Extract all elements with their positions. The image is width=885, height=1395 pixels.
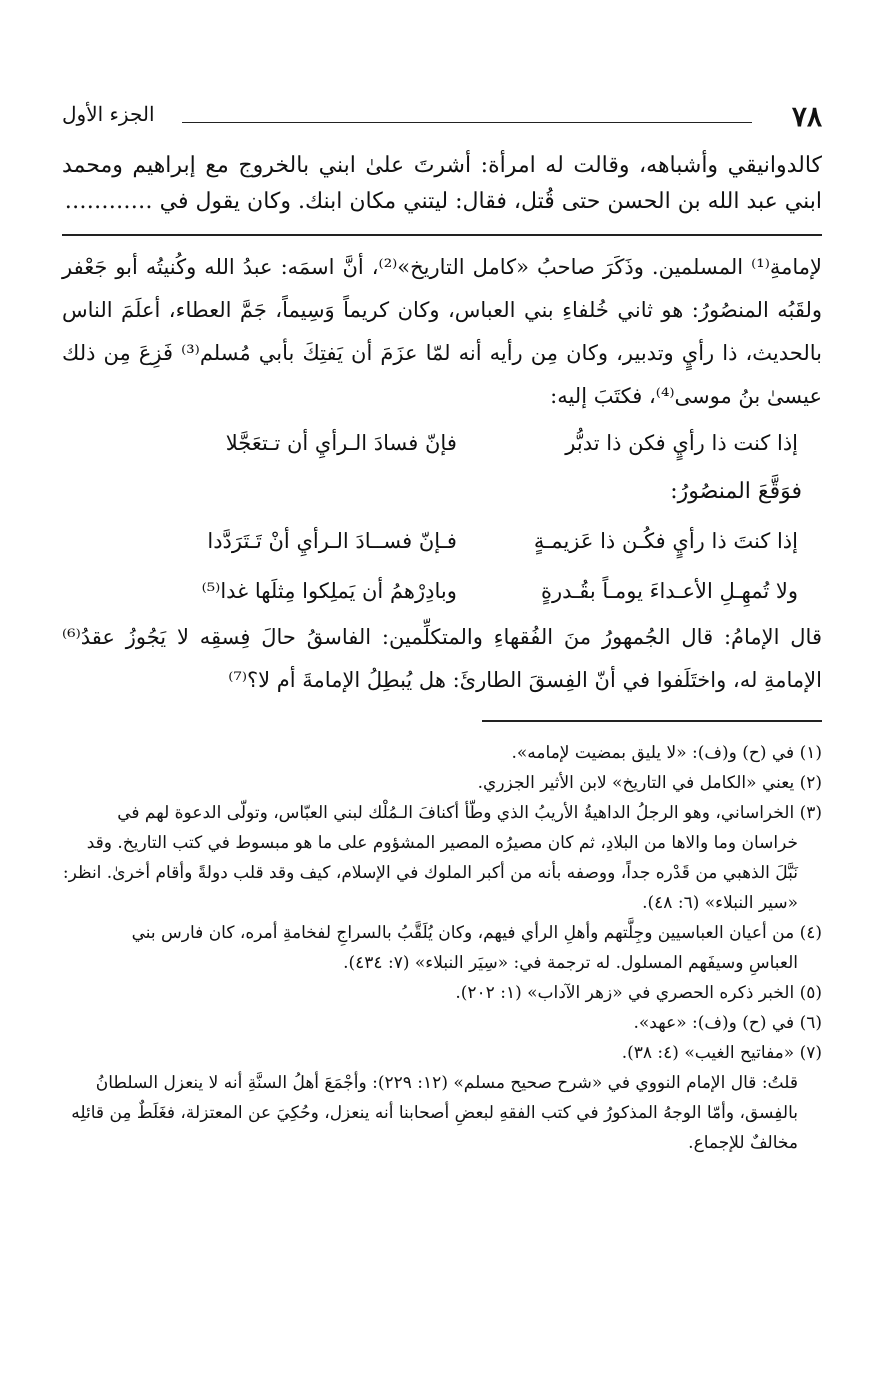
verse-2-second-hemistich: فـإنّ فســادَ الـرأيِ أنْ تَـتَرَدَّدا bbox=[207, 529, 457, 553]
reply-label: فوَقَّعَ المنصُورُ: bbox=[670, 479, 802, 504]
main-paragraph: كالدوانيقي وأشباهه، وقالت له امرأة: أشرتَ علىٰ ابني بالخروج مع إبراهيم ومحمد ابني عبد الله بن الحسن حتى قُتل، فقال: ليتني مكان ابنك. وكان يقول في ………… bbox=[62, 153, 822, 214]
footnote-3-continuation: خراسان وما والاها من البلادِ، ثم كان مصيرُه المصير المشؤوم على ما هو مبسوط في كتب التاريخ. وقد نَبَّلَ الذهبي من قَدْره جداً، ووصفه بأنه من أكبر الملوك في الإسلام، كيف وقد قلب دولةً وأقام أخرىٰ. انظر: «سير النبلاء» (٦: ٤٨). bbox=[62, 833, 798, 913]
footnote-5: (٥) الخبر ذكره الحصري في «زهر الآداب» (١: ٢٠٢). bbox=[455, 983, 822, 1003]
footnote-3: (٣) الخراساني، وهو الرجلُ الداهيةُ الأريبُ الذي وطّأ أكنافَ الـمُلْك لبني العبّاس، وتولّى الدعوة لهم في bbox=[117, 803, 822, 823]
header-rule bbox=[182, 122, 752, 123]
footnote-1: (١) في (ح) و(ف): «لا يليق بمضيت لإمامه». bbox=[511, 743, 822, 763]
verse-3-second-hemistich: وبادِرْهمُ أن يَملِكوا مِثلَها غدا⁽⁵⁾ bbox=[201, 579, 457, 603]
footnote-rule bbox=[482, 720, 822, 722]
editor-remark: قلتُ: قال الإمام النووي في «شرح صحيح مسلم» (١٢: ٢٢٩): وأجْمَعَ أهلُ السنَّةِ أنه لا ينعزل السلطانُ بالفِسق، وأمّا الوجهُ المذكورُ في كتب الفقهِ لبعضِ أصحابنا أنه ينعزل، وحُكِيَ عن المعتزلة، فغَلَطٌ مِن قائلِه مخالفٌ للإجماع. bbox=[71, 1073, 798, 1153]
verse-1-second-hemistich: فإنّ فسادَ الـرأيِ أن تـتعَجَّلا bbox=[225, 431, 457, 455]
commentary-divider bbox=[62, 234, 822, 236]
verse-2-first-hemistich: إذا كنتَ ذا رأيٍ فكُـن ذا عَزيمـةٍ bbox=[533, 529, 798, 553]
footnote-4: (٤) من أعيان العباسيين وجِلَّتهم وأهلِ الرأي فيهم، وكان يُلَقَّبُ بالسراجِ لفخامةِ أمره، كان فارس بني bbox=[131, 923, 822, 943]
verse-2 bbox=[62, 516, 822, 566]
verse-1-first-hemistich: إذا كنت ذا رأيٍ فكن ذا تدبُّر bbox=[565, 431, 798, 455]
commentary-intro: لإمامةِ⁽¹⁾ المسلمين. وذَكَرَ صاحبُ «كامل التاريخ»⁽²⁾، أنَّ اسمَه: عبدُ الله وكُنيتُه أبو جَعْفر ولقَبُه المنصُورُ: هو ثاني خُلفاءِ بني العباس، وكان كريماً وَسِيماً، جَمَّ العطاء، أعلَمَ الناس بالحديث، ذا رأيٍ وتدبير، وكان مِن رأيه أنه لمّا عزَمَ أن يَفتِكَ بأبي مُسلم⁽³⁾ فَزِعَ مِن ذلك عيسىٰ بنُ موسى⁽⁴⁾، فكتَبَ إليه: bbox=[62, 255, 822, 408]
poem bbox=[62, 418, 822, 616]
commentary bbox=[62, 246, 822, 702]
page-header bbox=[62, 100, 822, 142]
verse-1 bbox=[62, 418, 822, 468]
footnotes bbox=[62, 738, 822, 1158]
verse-3 bbox=[62, 566, 822, 616]
page-number: ٧٨ bbox=[791, 100, 822, 133]
footnote-2: (٢) يعني «الكامل في التاريخ» لابن الأثير الجزري. bbox=[477, 773, 822, 793]
imam-paragraph: قال الإمامُ: قال الجُمهورُ منَ الفُقهاءِ والمتكلِّمين: الفاسقُ حالَ فِسقِه لا يَجُوزُ عقدُ⁽⁶⁾ الإمامةِ له، واختَلَفوا في أنّ الفِسقَ الطارئَ: هل يُبطِلُ الإمامةَ أم لا؟⁽⁷⁾ bbox=[62, 625, 822, 692]
main-text bbox=[62, 148, 822, 220]
part-title: الجزء الأول bbox=[62, 102, 155, 126]
verse-3-first-hemistich: ولا تُمهِـلِ الأعـداءَ يومـاً بقُـدرةٍ bbox=[540, 579, 798, 603]
footnote-4-continuation: العباسِ وسيفَهم المسلول. له ترجمة في: «سِيَر النبلاء» (٧: ٤٣٤). bbox=[343, 953, 798, 973]
footnote-6: (٦) في (ح) و(ف): «عهد». bbox=[633, 1013, 822, 1033]
footnote-7: (٧) «مفاتيح الغيب» (٤: ٣٨). bbox=[621, 1043, 822, 1063]
book-page bbox=[62, 100, 822, 1158]
